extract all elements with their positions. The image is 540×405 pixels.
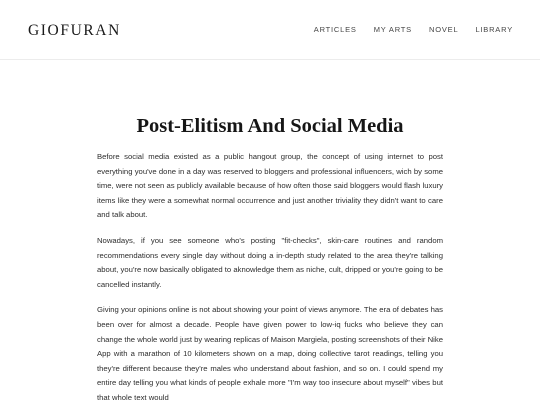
- site-header: [0, 0, 540, 60]
- main-nav: [314, 25, 513, 35]
- site-logo[interactable]: GIOFURAN: [28, 22, 121, 39]
- post-title: Post-Elitism And Social Media: [136, 115, 404, 137]
- post-paragraph: Nowadays, if you see someone who's posting "fit-checks", skin-care routines and random recommendations every single day without doing a in-depth study related to the area they're talking about, you're now basically obligated to aknowledge them as niche, cult, dripped or you're going to be cancelled instantly.: [97, 235, 443, 289]
- post-paragraph: Before social media existed as a public hangout group, the concept of using internet to post everything you've done in a day was reserved to bloggers and professional influencers, wich by some time, were not seen as publicly available because of how often those said bloggers would flash luxury items like they were a somewhat normal occurrence and just another triviality they didn't want to care and talk about.: [97, 152, 443, 220]
- nav-link-my-arts[interactable]: MY ARTS: [373, 25, 412, 34]
- post-paragraph: Giving your opinions online is not about showing your point of views anymore. The era of debates has been over for almost a decade. People have given power to low-iq fucks who believe they can change the whole world just by wearing replicas of Maison Margiela, posting screenshots of their Nike App with a marathon of 10 kilometers shown on a map, doing collective tarot readings, telling you they're different because they're males who understand about fashion, and so on. I could spend my entire day telling you what kinds of people exhale more "I'm way too insecure about myself" vibes but that whole text would: [97, 305, 443, 402]
- nav-link-articles[interactable]: ARTICLES: [313, 25, 357, 34]
- nav-link-library[interactable]: LIBRARY: [475, 25, 513, 34]
- post-body: [97, 150, 443, 405]
- nav-link-novel[interactable]: NOVEL: [429, 25, 459, 34]
